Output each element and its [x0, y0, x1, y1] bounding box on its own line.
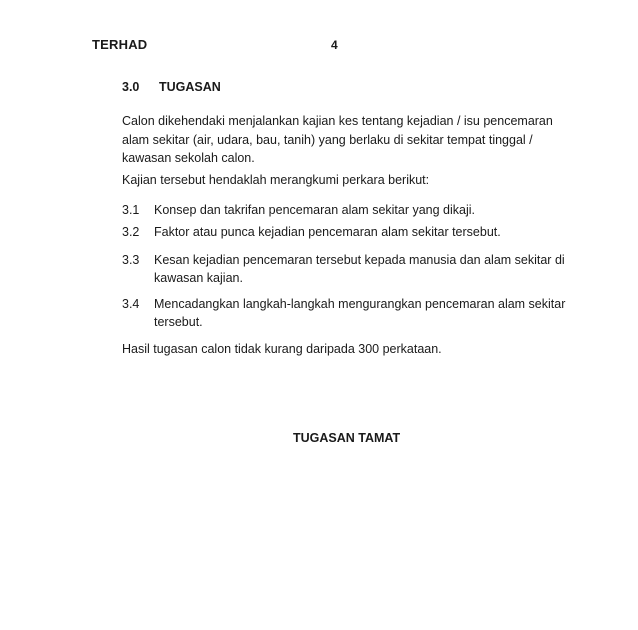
- description-line: alam sekitar (air, udara, bau, tanih) yang berlaku di sekitar tempat tinggal /: [122, 132, 533, 147]
- task-item-line: Mencadangkan langkah-langkah mengurangkan pencemaran alam sekitar: [154, 297, 566, 311]
- section-number: 3.0: [122, 80, 140, 94]
- task-item-text: [154, 295, 565, 331]
- task-item-line: kawasan kajian.: [154, 271, 243, 285]
- description-line: Calon dikehendaki menjalankan kajian kes tentang kejadian / isu pencemaran: [122, 114, 553, 128]
- task-intro: Kajian tersebut hendaklah merangkumi perkara berikut:: [122, 173, 430, 187]
- task-item: [122, 201, 475, 219]
- task-item-number: 3.3: [122, 253, 140, 267]
- task-item-line: Kesan kejadian pencemaran tersebut kepada manusia dan alam sekitar di: [154, 253, 565, 267]
- task-item-line: Faktor atau punca kejadian pencemaran alam sekitar tersebut.: [154, 225, 501, 239]
- task-item: [122, 295, 565, 331]
- page-number: 4: [331, 38, 338, 52]
- section-heading: [122, 80, 221, 94]
- task-item-number: 3.1: [122, 203, 140, 217]
- task-item-line: Konsep dan takrifan pencemaran alam sekitar yang dikaji.: [154, 203, 476, 217]
- task-item-text: [154, 201, 475, 219]
- task-item-text: [154, 251, 565, 287]
- task-item: [122, 223, 501, 241]
- task-item: [122, 251, 565, 287]
- task-item-text: [154, 223, 501, 241]
- end-marker: TUGASAN TAMAT: [293, 431, 401, 445]
- section-title: TUGASAN: [159, 80, 221, 94]
- task-item-number: 3.2: [122, 225, 140, 239]
- task-item-line: tersebut.: [154, 315, 203, 329]
- task-description: [122, 112, 602, 168]
- classification-label: TERHAD: [92, 37, 148, 52]
- word-count-requirement: Hasil tugasan calon tidak kurang daripada 300 perkataan.: [122, 342, 442, 356]
- task-item-number: 3.4: [122, 297, 140, 311]
- description-line: kawasan sekolah calon.: [122, 151, 255, 165]
